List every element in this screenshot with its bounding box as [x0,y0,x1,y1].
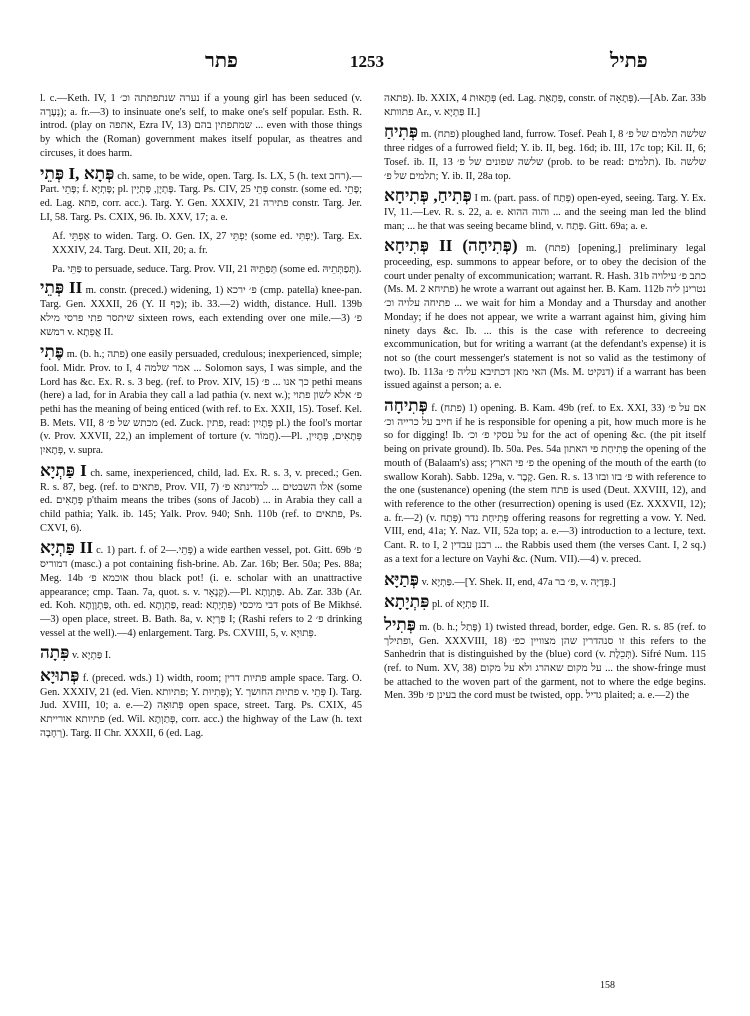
right-column [384,92,706,709]
entry-text: f. (פתח) 1) opening. B. Kam. 49b (ref. to Ex. XXI, 33) אם על פ׳ חייב על כרייה וכ׳ if he is responsible for opening a pit, how much more is he so for digging! Ib. על עסקי פ׳ וכ׳ for the act of opening &c. (the pit itself being on private ground). Ib. 50a. Pes. 54a פְּתִיחַת פי האתון the opening of the mouth of (Balaam's) ass; פ׳ פי הארץ the opening of the mouth of the earth (to swallow Korah). Sabb. 129a, v. קֶבֶר. Gen. R. s. 13 פ׳ בזו ובזו with reference to the one (sustenance) opening (the stem פתח is used (Deut. XXVIII, 12), and with reference to the other (resurrection) opening is used (Ez. XXXVII, 12); a. fr.—2) (v. פְּתַח) פְּתִיחַת נדר offering reasons for regretting a vow. Y. Ned. VIII, end, 41a; Y. Naz. VII, 52a top; a. e.—3) introduction to a lecture, text. Cant. R. to I, 2 רבנן עבדין ... the Rabbis used them (the verses Cant. I, 2 sq.) as a text for a lecture on Vayhi &c. (Num. VII).—4) v. preced. [384,403,707,565]
dictionary-entry [384,592,706,612]
entry-text: פתאה). Ib. XXIX, 4 פְּתָאוּת (ed. Lag. פְּתָאַת, constr. of פְּתָאָה).—[Ab. Zar. 33b פתוותא Ar., v. פַּתְיָא II.] [384,93,706,118]
entry-headword: פַּתְיָא I [40,460,87,480]
dictionary-entry [384,396,707,566]
entry-text: m. (פתח) [opening,] preliminary legal proceeding, esp. summons to appear before, or to obey the decision of the court under penalty of excommunication; warrant. R. Hash. 31b כתב פ׳ עילויה (Ms. M. 2 פתיחא) he wrote a warrant out against her. B. Kam. 112b נטרינן ליה ... פתיחה עלויה וכ׳ we wait for him a Monday and a Thursday and another Monday; if he does not appear, we write a warrant against him, giving him ninety days &c. Ib. ... this is the case with reference to decreeing excommunication, but for writing a warrant (at the defendant's expense) it is not so (the court messenger's statement is not so valid as the testimony of two). Ib. 113a האי מאן דכתיבא עליה פ׳ (Ms. M. דנקיט) if a warrant has been issued against a person; a. e. [384,243,707,392]
entry-text: Pa. פַּתֵּי to persuade, seduce. Targ. Prov. VII, 21 תְּפַתֵּיהּ (some ed. תְּפַתְּתֵיהּ). [52,263,362,275]
dictionary-entry [384,92,706,119]
entry-text: ch. same, to be wide, open. Targ. Is. LX, 5 (h. text רחב).—Part. פָּתֵי; f. פָּתְיָא; pl. פָּתְיָן, פָּתְיָין. Targ. Ps. CIV, 25 פְּתֵי constr. (some ed. פָּתֵי; ed. Lag. פתא, corr. acc.). Targ. Y. Gen. XXXIV, 21 פתירה constr. Targ. Jer. LI, 58. Targ. Ps. CXIX, 96. Ib. XXV, 17; a. e. [40,170,362,223]
entry-text: m. (פתח) ploughed land, furrow. Tosef. Peah I, 8 שלשה תלמים של פ׳ three ridges of a furrowed field; Y. ib. II, beg. 16d; ib. III, 17c top; Kil. II, 6; Tosef. ib. II, 13 שלשה שפונים של פ׳ (prob. to be read: תלמים). Ib. שלשה תלמים של פ׳; Y. ib. II, 28a top. [384,129,706,182]
dictionary-entry [52,230,362,257]
entry-headword: פֶּתִי [40,342,65,362]
dictionary-entry [52,263,362,277]
entry-text: l. c.—Keth. IV, 1 נערה שנתפתתה וכ׳ if a young girl has been seduced (v. נְעָרָה); a. fr.—3) to insinuate one's self, to make one's self popular. Esth. R. introd. (play on אתפה, Ezra IV, 13) שמתפתין בהם ... even with those things by which the (Roman) government makes itself popular, as theatres and circuses, it does harm. [40,93,363,159]
left-running-headword: פתר [205,50,238,72]
dictionary-entry [40,163,362,225]
entry-text: c. 1) part. f. of פְּתֵי.—2) a wide earthen vessel, pot. Gitt. 69b פ׳ דמוריס (masc.) a pot containing fish-brine. Ab. Zar. 16b; Ber. 50a; Pes. 88a; Meg. 14b אוכמא פ׳ thou black pot! (i. e. scholar with an unattractive appearance; cmp. Taan. 7a, quot. s. v. קְנָאָר).—Pl. פַּתְוָתָא. Ab. Zar. 33b (Ar. ed. Koh. פַּתְוָוָתָא, oth. ed. פַּתְוָתָא, read: פִּתְיָתָא) דבי מיכסי pots of Be Mikhsé.—3) open place, street. B. Bath. 8a, v. פַּרְיָא I; (Rashi refers to פ׳ 2 drinking vessel at the well).—4) enlargement. Targ. Ps. CXVIII, 5, v. פְּתוּיָא. [40,545,363,639]
dictionary-entry [384,614,707,703]
dictionary-entry [40,92,362,161]
entry-headword: פִּתָה [40,643,70,663]
signature-mark: 158 [600,980,615,991]
entry-headword: פְּתַיָּא [384,569,419,589]
entry-headword: פְּתִיחַ [384,122,419,142]
dictionary-entry [384,236,707,393]
page-header [0,50,750,80]
entry-headword: פַּתְיָא II [40,538,93,558]
dictionary-entry [40,278,363,339]
dictionary-entry [384,569,706,590]
entry-headword: פְּתֵי I, פְּתָא [40,163,115,183]
entry-text: ch. same, inexperienced, child, lad. Ex. R. s. 3, v. preced.; Gen. R. s. 87, beg. (ref. to פתאים, Prov. VII, 7) אלו השבטים ... למדינתא פ׳ (some ed. פְּתָאִים p'thaim means the tribes (sons of Jacob) ... in Arabia they call a child pathia; Yalk. ib. 145; Yalk. Prov. 940; Snh. 110b (ref. to פתאים, Ps. CXVI, 6). [40,467,363,534]
entry-text: v. פַּתְיָא.—[Y. Shek. II, end, 47a פ׳ בר, v. פְּדָיָה.] [421,576,616,588]
entry-text: v. פַּתְיָא I. [72,650,111,662]
entry-text: m. (b. h.; פתה) one easily persuaded, credulous; inexperienced, simple; fool. Midr. Prov. to I, 4 אמר שלמה ... Solomon says, I was simple, and the Lord has &c. Ex. R. s. 3 beg. (ref. to Prov. XIV, 15) כך אנו ... פ׳ pethi means (here) a lad, for in Arabia they call a lad pathia (v. next w.); פ׳ אלא לשון פתוי pethi has the meaning of being enticed (with ref. to Ex. XXII, 15). Tosef. Kel. B. Mets. VII, 8 מכתש של פ׳ (ed. Zuck. פתין, read: פְּתָיִין pl.) the fool's mortar (v. Prov. XXVII, 22,) an implement of torture (v. חֲמוֹר).—Pl. פְּתָאִים, פְּתָיִין, פְּתָאיִן, v. supra. [40,349,363,457]
entry-text: f. (preced. wds.) 1) width, room; פתיות דרין ample space. Targ. O. Gen. XXXIV, 21 (ed. Vien. פתיותא; Y. פְּתִיוּת); Y. פתיוּת החושך v. פְּתֵי I). Targ. Jud. XVIII, 10; a. e.—2) פְּתוּאָה open space, street. Targ. Ps. CXIX, 45 פתיותא אורייתא (ed. Wil. פְּתַוְתָא, corr. acc.) the highway of the Law (h. text רְחָבָה). Targ. II Chr. XXXII, 6 (ed. Lag. [40,673,363,739]
entry-headword: פְּתֵי II [40,278,83,298]
entry-headword: פְּתִיחָה [384,396,428,416]
entry-headword: פְּתוּיָא [40,666,80,686]
entry-text: Af. אַפְתֵּי to widen. Targ. O. Gen. IX, 27 יַפְתֵּי (some ed. יַפְתִּי). Targ. Ex. XXXIV, 24. Targ. Deut. XII, 20; a. fr. [52,231,363,257]
dictionary-entry [40,538,363,640]
entry-text: pl. of פַּתְיָא II. [431,599,490,611]
entry-text: m. (b. h.; פָּתַל) 1) twisted thread, border, edge. Gen. R. s. 85 (ref. to ופתילך, Gen. XXXVIII, 18) זו סנהדרין שהן מצוויין כפ׳ this refers to the Sanhedrin that is distinguished by the (blue) cord (v. תְּכֵלֶת). Sifré Num. 115 (ref. to Num. XV, 38) על מקום שאהרג ולא על מקום ... the show-fringe must be attached to the woven part of the garment, not to where the edge begins. Men. 39b בעינן פ׳ the cord must be twisted, opp. גדיל plaited; a. e.—2) the [384,621,707,702]
entry-headword: פְּתִיחַ, פְּתִיחָא [384,186,472,206]
entry-text: I m. (part. pass. of פְּתַח) open-eyed, seeing. Targ. Y. Ex. IV, 11.—Lev. R. s. 22, a. e. והוה ההוא ... and the seeing man led the blind man; ... he that was seeing became blind, v. פָּתַח. Gitt. 69a; a. e. [384,193,707,232]
entry-headword: פִּתְיָתָא [384,592,430,612]
left-column [40,92,362,747]
right-running-headword: פתיל [610,50,648,72]
dictionary-entry [384,186,707,233]
page-number: 1253 [350,52,384,71]
dictionary-entry [40,342,363,458]
dictionary-entry [40,666,363,741]
entry-text: m. constr. (preced.) widening, 1) פ׳ ירכא (cmp. patella) knee-pan. Targ. Gen. XXXII, 26 (Y. II כַּף); ib. 33.—2) width, distance. Hull. 139b שיתסר פתי פרסי מילא sixteen rows, each extending over one mile.—3) פ׳ רמשא v. אֲפְתָא II. [40,285,363,338]
entry-headword: פְּתִיל [384,614,417,634]
entry-headword: פְּתִיחָא II (פְּתִיחָה) [384,236,518,256]
dictionary-entry [384,122,706,183]
dictionary-entry [40,643,362,663]
dictionary-entry [40,460,363,536]
